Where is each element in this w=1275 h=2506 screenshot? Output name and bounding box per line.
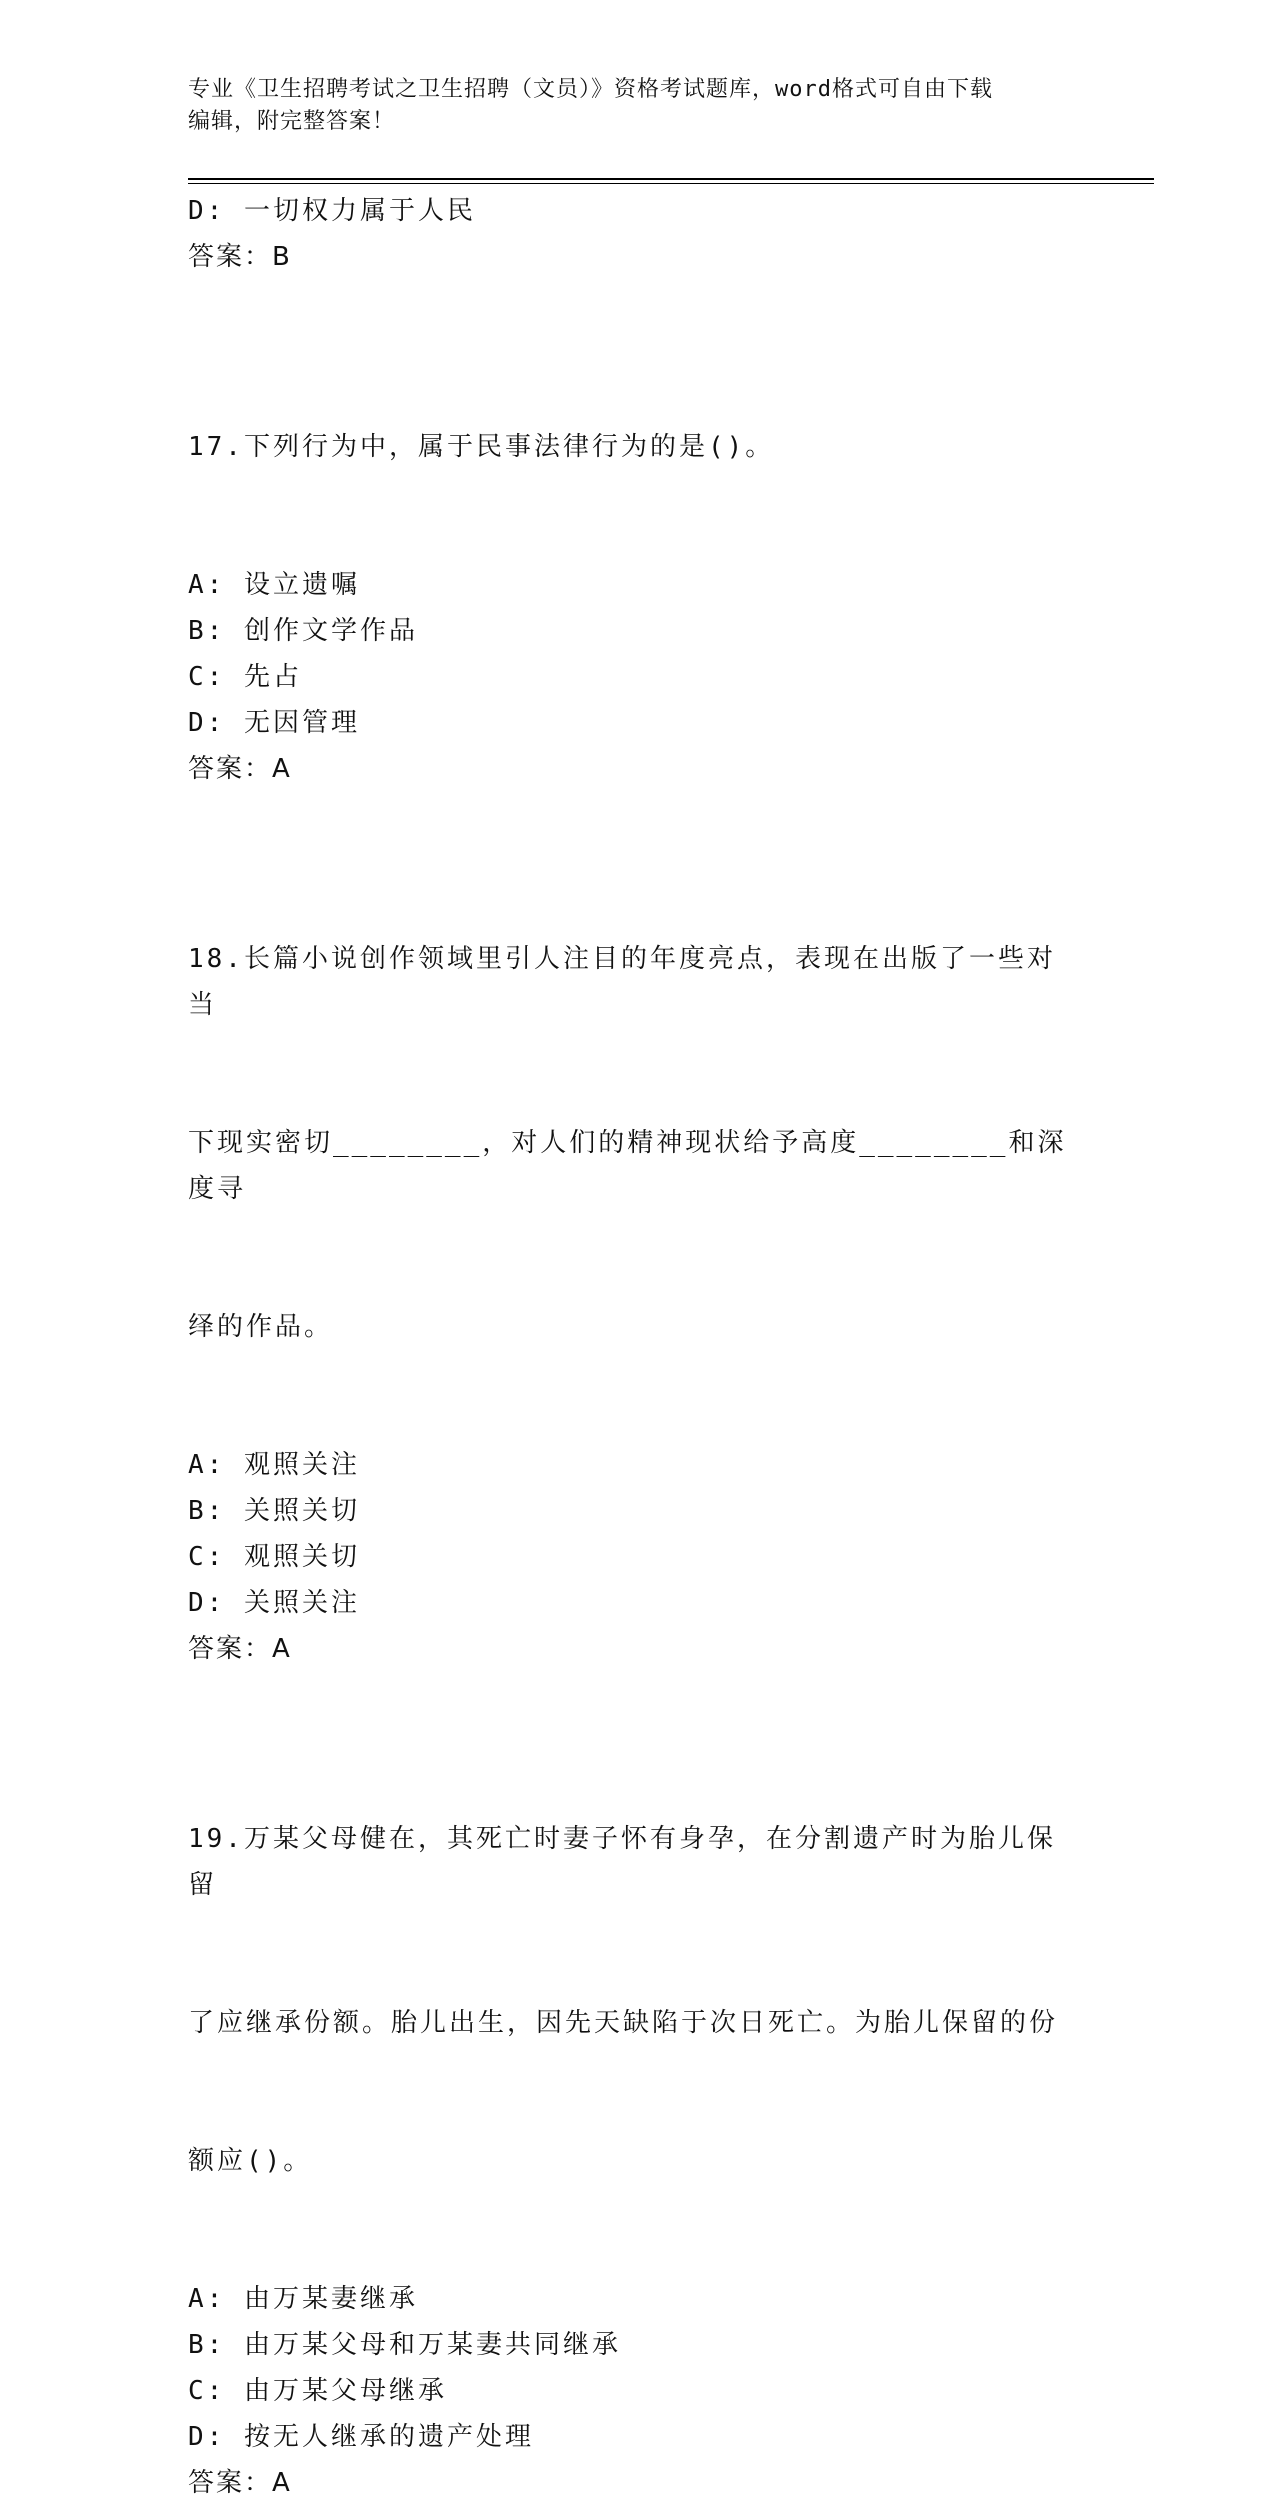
option-c: C: 由万某父母继承 (188, 2376, 447, 2406)
option-b: B: 创作文学作品 (188, 616, 418, 646)
question-18 (188, 844, 1088, 1672)
stem-line: 18.长篇小说创作领域里引人注目的年度亮点，表现在出版了一些对当 (188, 944, 1056, 1020)
carryover-question (188, 188, 1088, 280)
answer-line: 答案：A (188, 1634, 292, 1664)
question-17 (188, 332, 1088, 792)
stem-line: 了应继承份额。胎儿出生，因先天缺陷于次日死亡。为胎儿保留的份 (188, 2008, 1059, 2038)
option-a: A: 观照关注 (188, 1450, 360, 1480)
option-a: A: 由万某妻继承 (188, 2284, 418, 2314)
answer-line: 答案：A (188, 2468, 292, 2498)
question-19 (188, 1724, 1088, 2506)
option-d: D: 按无人继承的遗产处理 (188, 2422, 534, 2452)
header-divider-thick (188, 178, 1154, 180)
option-c: C: 先占 (188, 662, 302, 692)
option-d: D: 一切权力属于人民 (188, 196, 476, 226)
question-stem (188, 332, 1068, 562)
question-stem (188, 844, 1068, 1442)
stem-line: 19.万某父母健在，其死亡时妻子怀有身孕，在分割遗产时为胎儿保留 (188, 1824, 1056, 1900)
stem-line: 绎的作品。 (188, 1312, 334, 1342)
option-b: B: 由万某父母和万某妻共同继承 (188, 2330, 621, 2360)
header-line-1: 专业《卫生招聘考试之卫生招聘（文员）》资格考试题库，word格式可自由下载 (188, 77, 993, 102)
answer-line: 答案：A (188, 754, 292, 784)
option-d: D: 无因管理 (188, 708, 360, 738)
option-a: A: 设立遗嘱 (188, 570, 360, 600)
answer-line: 答案：B (188, 242, 292, 272)
header-divider-thin (188, 183, 1154, 184)
option-d: D: 关照关注 (188, 1588, 360, 1618)
document-header (188, 74, 1068, 138)
stem-line: 17.下列行为中，属于民事法律行为的是()。 (188, 432, 775, 462)
option-c: C: 观照关切 (188, 1542, 360, 1572)
stem-line: 下现实密切________，对人们的精神现状给予高度________和深度寻 (188, 1128, 1067, 1204)
option-b: B: 关照关切 (188, 1496, 360, 1526)
question-list (188, 188, 1088, 2506)
stem-line: 额应()。 (188, 2146, 313, 2176)
question-stem (188, 1724, 1068, 2276)
header-line-2: 编辑，附完整答案！ (188, 109, 396, 134)
